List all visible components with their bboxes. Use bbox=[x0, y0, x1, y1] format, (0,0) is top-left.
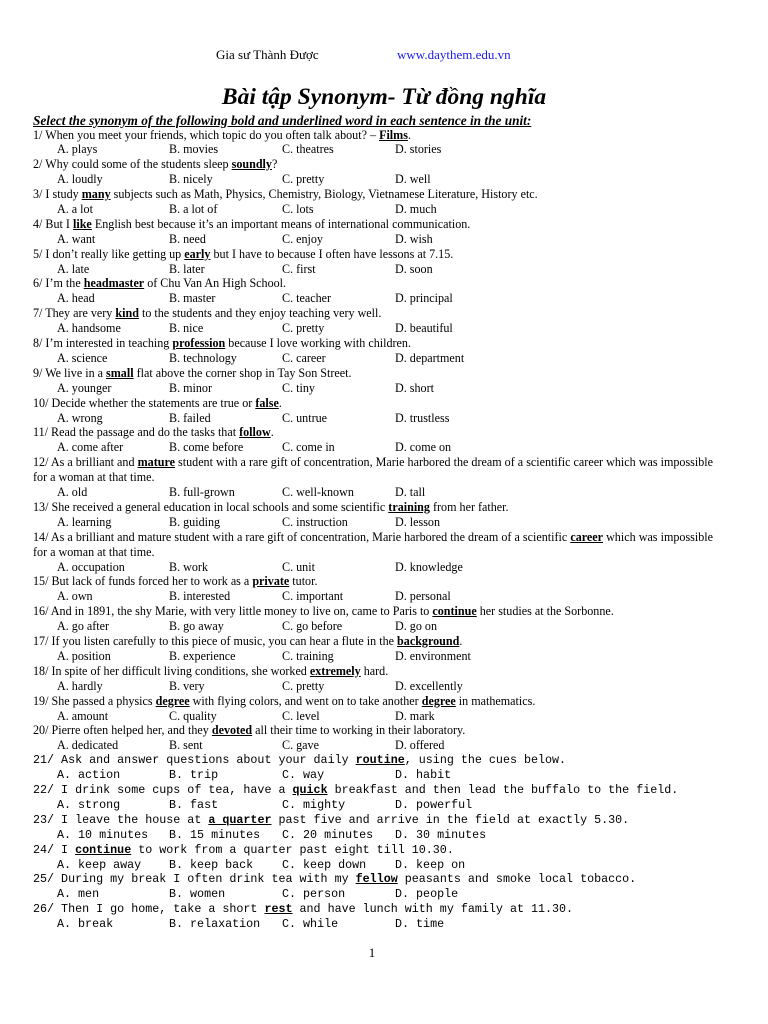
answer-option: D. lesson bbox=[395, 514, 441, 529]
answer-option: A. men bbox=[57, 887, 100, 902]
question-item bbox=[33, 396, 713, 426]
question-stem bbox=[33, 306, 713, 321]
target-word: Films bbox=[379, 127, 408, 142]
question-text: in mathematics. bbox=[455, 693, 536, 708]
answer-option: C. unit bbox=[282, 559, 315, 574]
answer-option: C. pretty bbox=[282, 678, 325, 693]
answer-option: C. pretty bbox=[282, 172, 325, 187]
answer-options bbox=[33, 709, 713, 724]
question-stem bbox=[33, 187, 713, 202]
question-item bbox=[33, 157, 713, 187]
answer-option: C. level bbox=[282, 708, 320, 723]
answer-option: A. dedicated bbox=[57, 738, 119, 753]
question-text: 9/ We live in a bbox=[33, 365, 107, 380]
answer-options bbox=[33, 768, 713, 783]
instruction: Select the synonym of the following bold and underlined word in each sentence in the unit: bbox=[33, 113, 532, 128]
answer-option: C. lots bbox=[282, 202, 314, 216]
answer-option: D. offered bbox=[395, 738, 445, 753]
question-item bbox=[33, 872, 713, 902]
answer-option: C. mighty bbox=[282, 797, 346, 812]
answer-options bbox=[33, 738, 713, 753]
answer-option: D. mark bbox=[395, 708, 435, 723]
question-text: her studies at the Sorbonne. bbox=[476, 604, 614, 619]
answer-options bbox=[33, 440, 713, 455]
target-word: quick bbox=[292, 783, 328, 798]
answer-option: C. way bbox=[282, 768, 325, 783]
question-text: to work from a quarter past eight till 10.30. bbox=[131, 842, 454, 857]
answer-option: D. excellently bbox=[395, 678, 463, 693]
question-item bbox=[33, 530, 713, 575]
answer-option: D. tall bbox=[395, 485, 426, 500]
answer-options bbox=[33, 560, 713, 575]
question-text: . bbox=[407, 127, 411, 142]
target-word: degree bbox=[155, 693, 190, 708]
answer-option: B. full-grown bbox=[169, 485, 235, 500]
answer-options bbox=[33, 351, 713, 366]
question-stem bbox=[33, 634, 713, 649]
answer-options bbox=[33, 202, 713, 217]
question-text: to the students and they enjoy teaching very well. bbox=[138, 306, 382, 321]
target-word: training bbox=[388, 499, 430, 514]
answer-option: A. break bbox=[57, 917, 114, 932]
question-stem bbox=[33, 157, 713, 172]
answer-option: C. well-known bbox=[282, 485, 354, 500]
answer-option: B. go away bbox=[169, 619, 224, 634]
answer-options bbox=[33, 232, 713, 247]
question-text: 16/ And in 1891, the shy Marie, with very little money to live on, came to Paris to bbox=[33, 604, 433, 619]
question-text: English best because it’s an important means of international communication. bbox=[91, 216, 471, 231]
answer-options bbox=[33, 381, 713, 396]
question-item bbox=[33, 500, 713, 530]
target-word: kind bbox=[115, 306, 139, 321]
target-word: small bbox=[106, 365, 134, 380]
question-text: 11/ Read the passage and do the tasks that bbox=[33, 425, 240, 440]
question-text: 12/ As a brilliant and bbox=[33, 455, 138, 470]
target-word: early bbox=[184, 246, 211, 261]
answer-option: C. untrue bbox=[282, 410, 328, 425]
target-word: private bbox=[252, 574, 290, 589]
question-item bbox=[33, 306, 713, 336]
answer-option: D. stories bbox=[395, 142, 442, 157]
answer-option: C. important bbox=[282, 589, 344, 604]
question-list bbox=[33, 128, 713, 933]
question-text: 19/ She passed a physics bbox=[33, 693, 156, 708]
answer-option: A. come after bbox=[57, 440, 124, 455]
answer-option: D. go on bbox=[395, 619, 437, 634]
target-word: headmaster bbox=[83, 276, 145, 291]
answer-option: D. people bbox=[395, 887, 459, 902]
answer-options bbox=[33, 798, 713, 813]
answer-options bbox=[33, 172, 713, 187]
answer-option: A. old bbox=[57, 485, 88, 500]
answer-option: A. go after bbox=[57, 619, 110, 634]
answer-option: C. first bbox=[282, 261, 316, 276]
question-text: flat above the corner shop in Tay Son Street. bbox=[133, 365, 352, 380]
answer-option: B. keep back bbox=[169, 857, 254, 872]
question-text: 3/ I study bbox=[33, 187, 82, 202]
question-text: 1/ When you meet your friends, which topic do you often talk about? – bbox=[33, 127, 380, 142]
answer-option: A. late bbox=[57, 261, 90, 276]
question-stem bbox=[33, 128, 713, 143]
answer-option: B. relaxation bbox=[169, 917, 261, 932]
question-stem bbox=[33, 530, 713, 560]
question-text: from her father. bbox=[429, 499, 509, 514]
question-stem bbox=[33, 843, 713, 858]
answer-option: D. powerful bbox=[395, 797, 473, 812]
answer-option: D. time bbox=[395, 917, 445, 932]
answer-options bbox=[33, 679, 713, 694]
question-stem bbox=[33, 902, 713, 917]
answer-option: A. loudly bbox=[57, 172, 103, 187]
answer-option: D. soon bbox=[395, 261, 433, 276]
page-header bbox=[0, 47, 768, 63]
question-stem bbox=[33, 425, 713, 440]
answer-option: A. science bbox=[57, 350, 108, 365]
question-text: 5/ I don’t really like getting up bbox=[33, 246, 185, 261]
target-word: false bbox=[255, 395, 279, 410]
question-text: , using the cues below. bbox=[404, 753, 567, 768]
answer-option: C. career bbox=[282, 350, 326, 365]
question-text: 20/ Pierre often helped her, and they bbox=[33, 723, 212, 738]
answer-option: A. 10 minutes bbox=[57, 827, 149, 842]
answer-options bbox=[33, 887, 713, 902]
question-stem bbox=[33, 396, 713, 411]
question-text: breakfast and then lead the buffalo to the field. bbox=[327, 783, 679, 798]
answer-options bbox=[33, 828, 713, 843]
question-item bbox=[33, 425, 713, 455]
answer-option: B. later bbox=[169, 261, 205, 276]
question-item bbox=[33, 128, 713, 158]
target-word: rest bbox=[264, 902, 293, 917]
target-word: fellow bbox=[355, 872, 398, 887]
answer-option: D. personal bbox=[395, 589, 451, 604]
answer-option: B. sent bbox=[169, 738, 203, 753]
answer-option: D. beautiful bbox=[395, 321, 453, 336]
answer-option: C. 20 minutes bbox=[282, 827, 374, 842]
answer-option: C. teacher bbox=[282, 291, 332, 306]
header-tutor-name: Gia sư Thành Được bbox=[216, 47, 319, 62]
question-text: . bbox=[459, 634, 463, 649]
question-text: 2/ Why could some of the students sleep bbox=[33, 157, 232, 172]
question-item bbox=[33, 783, 713, 813]
answer-option: A. younger bbox=[57, 380, 112, 395]
question-text: 7/ They are very bbox=[33, 306, 116, 321]
answer-option: D. keep on bbox=[395, 857, 466, 872]
answer-option: B. failed bbox=[169, 410, 211, 425]
answer-option: B. nicely bbox=[169, 172, 213, 187]
question-text: 21/ Ask and answer questions about your daily bbox=[33, 753, 356, 768]
answer-option: C. tiny bbox=[282, 380, 315, 395]
answer-option: B. trip bbox=[169, 768, 219, 783]
target-word: extremely bbox=[309, 663, 361, 678]
answer-option: A. action bbox=[57, 768, 121, 783]
question-item bbox=[33, 634, 713, 664]
question-item bbox=[33, 247, 713, 277]
answer-option: D. habit bbox=[395, 768, 452, 783]
question-stem bbox=[33, 783, 713, 798]
answer-option: B. fast bbox=[169, 797, 219, 812]
answer-option: A. own bbox=[57, 589, 93, 604]
answer-option: C. pretty bbox=[282, 321, 325, 336]
question-stem bbox=[33, 366, 713, 381]
answer-option: A. wrong bbox=[57, 410, 103, 425]
target-word: mature bbox=[137, 455, 175, 470]
answer-options bbox=[33, 411, 713, 426]
question-text: 18/ In spite of her difficult living conditions, she worked bbox=[33, 663, 310, 678]
answer-option: C. person bbox=[282, 887, 346, 902]
answer-option: D. department bbox=[395, 350, 465, 365]
answer-option: D. environment bbox=[395, 648, 471, 663]
target-word: profession bbox=[172, 336, 226, 351]
answer-option: A. learning bbox=[57, 514, 112, 529]
question-text: hard. bbox=[360, 663, 389, 678]
answer-option: B. minor bbox=[169, 380, 213, 395]
answer-options bbox=[33, 649, 713, 664]
answer-option: B. come before bbox=[169, 440, 244, 455]
answer-option: C. quality bbox=[169, 708, 217, 723]
question-text: 4/ But I bbox=[33, 216, 73, 231]
answer-option: A. strong bbox=[57, 797, 121, 812]
answer-option: A. hardly bbox=[57, 678, 103, 693]
question-stem bbox=[33, 723, 713, 738]
question-text: 22/ I drink some cups of tea, have a bbox=[33, 783, 293, 798]
answer-option: D. principal bbox=[395, 291, 453, 306]
answer-options bbox=[33, 589, 713, 604]
question-item bbox=[33, 723, 713, 753]
answer-option: A. plays bbox=[57, 142, 98, 157]
answer-option: C. training bbox=[282, 648, 334, 663]
answer-options bbox=[33, 291, 713, 306]
question-text: 14/ As a brilliant and mature student with a rare gift of concentration, Marie harbored the dream of a scientific bbox=[33, 529, 571, 544]
question-item bbox=[33, 604, 713, 634]
question-stem bbox=[33, 574, 713, 589]
question-text: tutor. bbox=[289, 574, 318, 589]
answer-option: D. short bbox=[395, 380, 434, 395]
answer-option: C. go before bbox=[282, 619, 343, 634]
answer-option: B. very bbox=[169, 678, 205, 693]
answer-option: B. master bbox=[169, 291, 216, 306]
target-word: many bbox=[81, 187, 111, 202]
answer-option: B. work bbox=[169, 559, 208, 574]
answer-options bbox=[33, 917, 713, 932]
question-item bbox=[33, 187, 713, 217]
question-text: past five and arrive in the field at exactly 5.30. bbox=[271, 812, 630, 827]
question-item bbox=[33, 753, 713, 783]
question-text: 24/ I bbox=[33, 842, 76, 857]
answer-option: B. experience bbox=[169, 648, 236, 663]
answer-option: B. nice bbox=[169, 321, 204, 336]
answer-option: C. come in bbox=[282, 440, 335, 455]
question-stem bbox=[33, 455, 713, 485]
question-item bbox=[33, 813, 713, 843]
question-item bbox=[33, 366, 713, 396]
question-stem bbox=[33, 664, 713, 679]
answer-option: B. interested bbox=[169, 589, 231, 604]
question-text: 26/ Then I go home, take a short bbox=[33, 902, 265, 917]
question-item bbox=[33, 455, 713, 500]
question-text: and have lunch with my family at 11.30. bbox=[292, 902, 574, 917]
question-item bbox=[33, 276, 713, 306]
question-item bbox=[33, 843, 713, 873]
answer-option: D. come on bbox=[395, 440, 452, 455]
answer-option: A. want bbox=[57, 231, 96, 246]
question-text: peasants and smoke local tobacco. bbox=[397, 872, 637, 887]
target-word: soundly bbox=[231, 157, 272, 172]
target-word: continue bbox=[75, 842, 132, 857]
question-stem bbox=[33, 500, 713, 515]
question-text: of Chu Van An High School. bbox=[144, 276, 287, 291]
question-text: but I have to because I often have lessons at 7.15. bbox=[210, 246, 454, 261]
page-title: Bài tập Synonym- Từ đồng nghĩa bbox=[221, 84, 547, 110]
answer-options bbox=[33, 485, 713, 500]
header-website: www.daythem.edu.vn bbox=[397, 47, 511, 62]
question-text: . bbox=[270, 425, 274, 440]
question-item bbox=[33, 902, 713, 932]
question-stem bbox=[33, 276, 713, 291]
question-text: . bbox=[278, 395, 282, 410]
target-word: continue bbox=[432, 604, 477, 619]
answer-options bbox=[33, 619, 713, 634]
question-item bbox=[33, 694, 713, 724]
answer-option: B. need bbox=[169, 231, 206, 246]
target-word: follow bbox=[239, 425, 271, 440]
answer-option: D. knowledge bbox=[395, 559, 463, 574]
answer-option: B. 15 minutes bbox=[169, 827, 261, 842]
answer-option: D. wish bbox=[395, 231, 433, 246]
target-word: routine bbox=[355, 753, 405, 768]
question-text: 6/ I’m the bbox=[33, 276, 84, 291]
answer-option: C. while bbox=[282, 917, 339, 932]
answer-options bbox=[33, 858, 713, 873]
answer-option: A. head bbox=[57, 291, 95, 306]
answer-option: B. movies bbox=[169, 142, 219, 157]
question-text: student with a rare gift of concentration, Marie harbored the dream of a scientific career which was impossible for a woman at that time. bbox=[33, 455, 713, 485]
question-stem bbox=[33, 247, 713, 262]
target-word: like bbox=[72, 216, 92, 231]
answer-option: A. keep away bbox=[57, 857, 142, 872]
question-text: 17/ If you listen carefully to this piece of music, you can hear a flute in the bbox=[33, 634, 398, 649]
answer-option: A. amount bbox=[57, 708, 109, 723]
answer-option: C. instruction bbox=[282, 514, 348, 529]
question-text: ? bbox=[271, 157, 278, 172]
answer-option: C. keep down bbox=[282, 857, 367, 872]
answer-option: B. a lot of bbox=[169, 202, 218, 216]
question-item bbox=[33, 217, 713, 247]
answer-option: C. gave bbox=[282, 738, 319, 753]
question-text: 8/ I’m interested in teaching bbox=[33, 336, 173, 351]
answer-option: B. women bbox=[169, 887, 226, 902]
answer-option: B. technology bbox=[169, 350, 237, 365]
answer-option: C. theatres bbox=[282, 142, 334, 157]
answer-option: D. much bbox=[395, 202, 437, 216]
question-stem bbox=[33, 872, 713, 887]
question-stem bbox=[33, 217, 713, 232]
question-stem bbox=[33, 604, 713, 619]
answer-option: D. well bbox=[395, 172, 431, 187]
answer-option: A. a lot bbox=[57, 202, 93, 216]
answer-option: B. guiding bbox=[169, 514, 221, 529]
answer-option: D. trustless bbox=[395, 410, 450, 425]
question-stem bbox=[33, 336, 713, 351]
question-text: because I love working with children. bbox=[225, 336, 411, 351]
question-text: 15/ But lack of funds forced her to work as a bbox=[33, 574, 253, 589]
question-item bbox=[33, 336, 713, 366]
question-stem bbox=[33, 694, 713, 709]
question-text: 25/ During my break I often drink tea with my bbox=[33, 872, 356, 887]
question-item bbox=[33, 664, 713, 694]
answer-option: A. occupation bbox=[57, 559, 125, 574]
page-number: 1 bbox=[368, 945, 376, 960]
question-text: all their time to working in their laboratory. bbox=[252, 723, 466, 738]
answer-option: A. position bbox=[57, 648, 111, 663]
question-text: which was impossible for a woman at that time. bbox=[33, 529, 713, 559]
question-text: subjects such as Math, Physics, Chemistry, Biology, Vietnamese Literature, History etc. bbox=[110, 187, 538, 202]
target-word: career bbox=[570, 529, 603, 544]
answer-option: A. handsome bbox=[57, 321, 121, 336]
answer-option: D. 30 minutes bbox=[395, 827, 487, 842]
answer-option: C. enjoy bbox=[282, 231, 323, 246]
answer-options bbox=[33, 321, 713, 336]
question-stem bbox=[33, 813, 713, 828]
target-word: degree bbox=[421, 693, 456, 708]
question-text: 10/ Decide whether the statements are true or bbox=[33, 395, 256, 410]
question-text: 13/ She received a general education in local schools and some scientific bbox=[33, 499, 389, 514]
question-stem bbox=[33, 753, 713, 768]
answer-options bbox=[33, 142, 713, 157]
question-text: 23/ I leave the house at bbox=[33, 812, 209, 827]
target-word: devoted bbox=[211, 723, 253, 738]
answer-options bbox=[33, 515, 713, 530]
answer-options bbox=[33, 262, 713, 277]
question-text: with flying colors, and went on to take another bbox=[189, 693, 422, 708]
target-word: background bbox=[397, 634, 460, 649]
target-word: a quarter bbox=[208, 812, 272, 827]
question-item bbox=[33, 574, 713, 604]
